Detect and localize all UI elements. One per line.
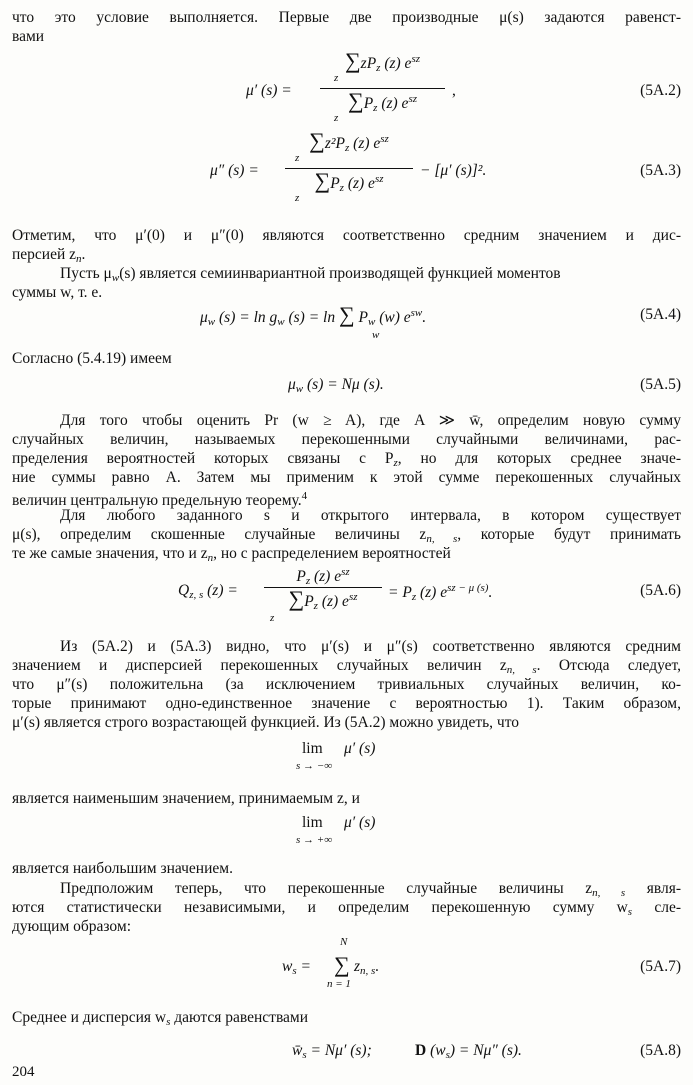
text-line: Среднее и дисперсия $w_s$ даются равенствами — [12, 1009, 309, 1028]
text-line: вами — [12, 28, 45, 45]
equation-5A6: $Q_{z, s}$ (z) = $P_z$ (z) $e^{sz}$ $\sum P_z$ (z) $e^{sz}$ z = $P_z$ (z) $e^{sz - \mu (s)}$. (5A.6) — [0, 566, 693, 630]
equation-5A3: μ″ (s) = $\sum z^2P_z$ (z) $e^{sz}$ z $\sum P_z$ (z) $e^{sz}$ z − [μ′ (s)]². (5A.3) — [210, 128, 681, 204]
text-line: пределения вероятностей которых связаны с $P_z$, но для которых среднее значе- — [12, 450, 681, 469]
text-line: ние суммы равно A. Затем мы применим к этой сумме перекошенных случайных — [12, 469, 681, 486]
text-line: Предположим теперь, что перекошенные случайные величины $z_{n, s}$ явля- — [60, 880, 681, 899]
text-line: Согласно (5.4.19) имеем — [12, 350, 172, 367]
text-line: Отметим, что μ′(0) и μ″(0) являются соответственно средним значением и дис- — [12, 227, 681, 244]
text-line: Для любого заданного s и открытого интервала, в котором существует — [60, 507, 681, 524]
equation-number: (5A.6) — [640, 582, 681, 599]
equation-number: (5A.2) — [640, 82, 681, 99]
text-line: значением и дисперсией перекошенных случайных величин $z_{n, s}$. Отсюда следует, — [12, 657, 681, 676]
text-line: μ′(s) является строго возрастающей функцией. Из (5A.2) можно увидеть, что — [12, 714, 520, 731]
page-number: 204 — [12, 1064, 35, 1080]
equation-5A4: $\mu_w$ $(s) = \ln g_w$ (s) = ln ∑ $P_w$ (w) $e^{sw}$. w (5A.4) — [200, 302, 681, 341]
equation-number: (5A.4) — [640, 306, 681, 323]
text-line: персией $z_n$. — [12, 246, 86, 265]
text-line: ются статистически независимыми, и определим перекошенную сумму $w_s$ сле- — [12, 899, 681, 918]
equation-number: (5A.5) — [640, 376, 681, 393]
fraction: $P_z$ (z) $e^{sz}$ $\sum P_z$ (z) $e^{sz}$ z — [264, 566, 382, 630]
text-line: Пусть $\mu_w(s)$ является семиинвариантной производящей функцией моментов — [60, 265, 561, 284]
text-line: те же самые значения, что и $z_n$, но с распределением вероятностей — [12, 545, 451, 564]
text-line: суммы w, т. е. — [12, 284, 103, 301]
text-line: что μ″(s) положительна (за исключением тривиальных случайных величин, ко- — [12, 676, 681, 693]
text-line: величин центральную предельную теорему.$^4$ — [12, 490, 308, 509]
equation-5A5: $\mu_w$ (s) = Nμ (s). (5A.5) — [288, 376, 681, 395]
equation-number: (5A.3) — [640, 162, 681, 179]
limit-expression: lim μ′ (s) s → +∞ — [296, 814, 376, 846]
text-line: дующим образом: — [12, 918, 131, 935]
text-line: что это условие выполняется. Первые две производные μ(s) задаются равенст- — [12, 9, 681, 26]
text-line: торые принимают одно-единственное значение с вероятностью 1). Таким образом, — [12, 695, 681, 712]
text-line: Для того чтобы оценить Pr (w ≥ A), где A ≫ w̄, определим новую сумму — [60, 412, 681, 429]
text-line: Из (5A.2) и (5A.3) видно, что μ′(s) и μ″(s) соответственно являются средним — [60, 638, 681, 655]
text-line: случайных величин, называемых перекошенными случайными величинами, рас- — [12, 431, 681, 448]
equation-5A2: μ′ (s) = $\sum zP_z$ (z) $e^{sz}$ z $\sum P_z$ (z) $e^{sz}$ z , (5A.2) — [246, 48, 681, 124]
text-line: является наибольшим значением. — [12, 860, 233, 877]
limit-expression: lim μ′ (s) s → −∞ — [296, 740, 376, 772]
fraction: $\sum zP_z$ (z) $e^{sz}$ z $\sum P_z$ (z) $e^{sz}$ z — [320, 52, 445, 122]
fraction: $\sum z^2P_z$ (z) $e^{sz}$ z $\sum P_z$ (z) $e^{sz}$ z — [285, 130, 413, 205]
equation-5A7: $w_s$ = N ∑ n = 1 $z_{n, s}$. (5A.7) — [282, 936, 681, 990]
text-line: является наименьшим значением, принимаемым z, и — [12, 790, 360, 807]
text-line: μ(s), определим скошенные случайные величины $z_{n, s}$, которые будут принимать — [12, 526, 681, 545]
equation-number: (5A.7) — [640, 958, 681, 975]
equation-number: (5A.8) — [640, 1042, 681, 1059]
equation-5A8: $w̄_s = N\mu'$ (s); D $(w_s) = N\mu''$ (s). (5A.8) — [292, 1042, 681, 1061]
